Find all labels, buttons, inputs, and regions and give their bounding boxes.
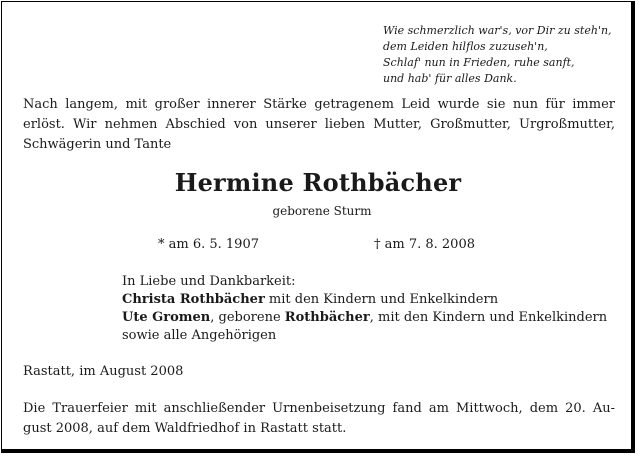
maiden-name: geborene Sturm [272, 204, 372, 218]
mourner-detail: , mit den Kindern und Enkelkindern [369, 310, 608, 325]
deceased-name: Hermine Rothbächer [174, 168, 462, 197]
mourner-name: Christa Rothbächer [122, 292, 265, 307]
mourners-others: sowie alle Angehörigen [122, 328, 277, 343]
poem [383, 23, 612, 87]
intro-text [23, 95, 615, 155]
funeral-line: Die Trauerfeier mit anschließender Urnenbeisetzung fand am Mittwoch, dem 20. Au- [23, 401, 615, 416]
poem-line: und hab' für alles Dank. [383, 72, 517, 85]
mourner-detail: mit den Kindern und Enkelkindern [264, 292, 499, 307]
mourner-name: Ute Gromen [122, 310, 211, 325]
place-date: Rastatt, im August 2008 [23, 364, 184, 379]
mourners-heading: In Liebe und Dankbarkeit: [122, 274, 296, 289]
birth-date: * am 6. 5. 1907 [158, 237, 259, 252]
mourners-list [122, 273, 607, 345]
intro-line: Nach langem, mit großer innerer Stärke getragenem Leid wurde sie nun für immer [23, 97, 615, 112]
mourner-detail: , geborene [210, 310, 285, 325]
mourner-entry [122, 309, 607, 327]
funeral-line: gust 2008, auf dem Waldfriedhof in Rastatt statt. [23, 421, 347, 436]
intro-line: Schwägerin und Tante [23, 137, 172, 152]
death-date: † am 7. 8. 2008 [374, 237, 475, 252]
notice-frame [1, 1, 635, 453]
funeral-info [23, 399, 615, 439]
poem-line: Wie schmerzlich war's, vor Dir zu steh'n, [383, 24, 612, 37]
poem-line: dem Leiden hilflos zuzuseh'n, [383, 40, 548, 53]
mourner-entry [122, 291, 607, 309]
mourner-surname: Rothbächer [284, 310, 370, 325]
poem-line: Schlaf' nun in Frieden, ruhe sanft, [383, 56, 575, 69]
intro-line: erlöst. Wir nehmen Abschied von unserer lieben Mutter, Großmutter, Urgroßmutter, [23, 117, 615, 132]
